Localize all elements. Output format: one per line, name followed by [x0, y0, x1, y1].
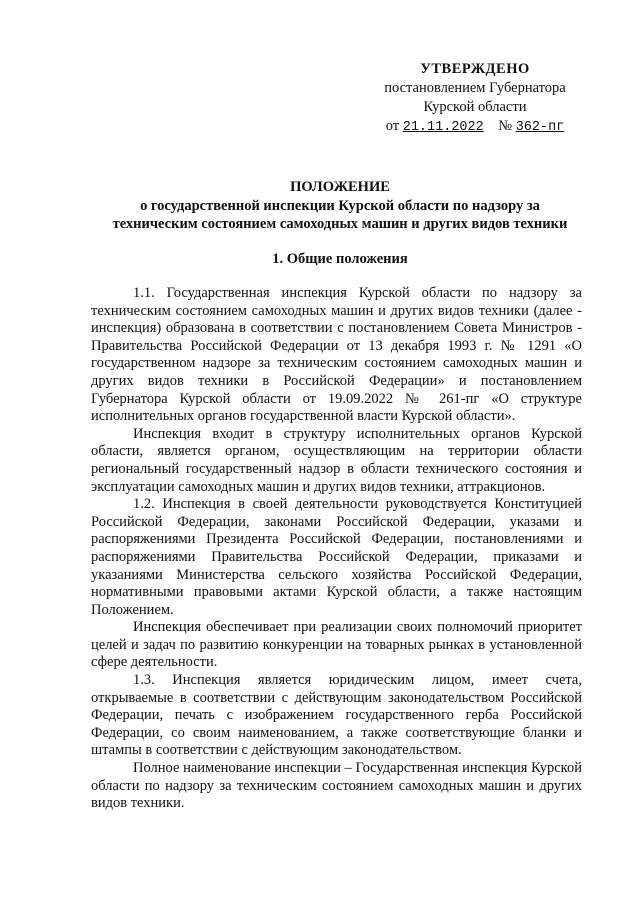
approval-title: УТВЕРЖДЕНО: [420, 61, 530, 77]
paragraph-competition: Инспекция обеспечивает при реализации своих полномочий приоритет целей и задач по развитию конкуренции на товарных рынках в установленной сфере деятельности.: [91, 619, 582, 671]
approval-dateline: [360, 117, 590, 137]
approval-line-1: постановлением Губернатора: [384, 80, 566, 96]
document-title: ПОЛОЖЕНИЕ: [290, 179, 390, 195]
paragraph-1-2: 1.2. Инспекция в своей деятельности руководствуется Конституцией Российской Федерации, законами Российской Федерации, указами и распоряжениями Президента Российской Федерации, постановлениями и распоряжениями Правительства Российской Федерации, приказами и указаниями Министерства сельского хозяйства Российской Федерации, нормативными правовыми актами Курской области, а также настоящим Положением.: [91, 496, 582, 618]
approval-number-prefix: №: [498, 118, 513, 134]
approval-line-2: Курской области: [423, 99, 527, 115]
paragraph-1-3: 1.3. Инспекция является юридическим лицом, имеет счета, открываемые в соответствии с действующим законодательством Российской Федерации, печать с изображением государственного герба Российской Федерации, со своим наименованием, а также соответствующие бланки и штампы в соответствии с действующим законодательством.: [91, 672, 582, 759]
approval-date: 21.11.2022: [402, 120, 484, 135]
paragraph-full-name: Полное наименование инспекции – Государственная инспекция Курской области по надзору за техническим состоянием самоходных машин и других видов техники.: [91, 760, 582, 812]
paragraph-1-1: 1.1. Государственная инспекция Курской области по надзору за техническим состоянием самоходных машин и других видов техники (далее - инспекция) образована в соответствии с постановлением Совета Министров - Правительства Российской Федерации от 13 декабря 1993 г. № 1291 «О государственном надзоре за техническим состоянием самоходных машин и других видов техники в Российской Федерации» и постановлением Губернатора Курской области от 19.09.2022 № 261-пг «О структуре исполнительных органов государственной власти Курской области».: [91, 285, 582, 425]
approval-date-prefix: от: [385, 118, 400, 134]
approval-number: 362-пг: [515, 120, 565, 135]
approval-stamp: [360, 60, 590, 137]
document-subtitle-line-2: техническим состоянием самоходных машин и других видов техники: [112, 216, 568, 232]
paragraph-inspection-structure: Инспекция входит в структуру исполнительных органов Курской области, является органом, осуществляющим на территории области региональный государственный надзор в области технического состояния и эксплуатации самоходных машин и других видов техники, аттракционов.: [91, 425, 582, 495]
section-title: 1. Общие положения: [272, 251, 408, 267]
document-heading: [80, 178, 600, 234]
document-body: [91, 285, 582, 813]
document-subtitle-line-1: о государственной инспекции Курской области по надзору за: [140, 197, 540, 214]
